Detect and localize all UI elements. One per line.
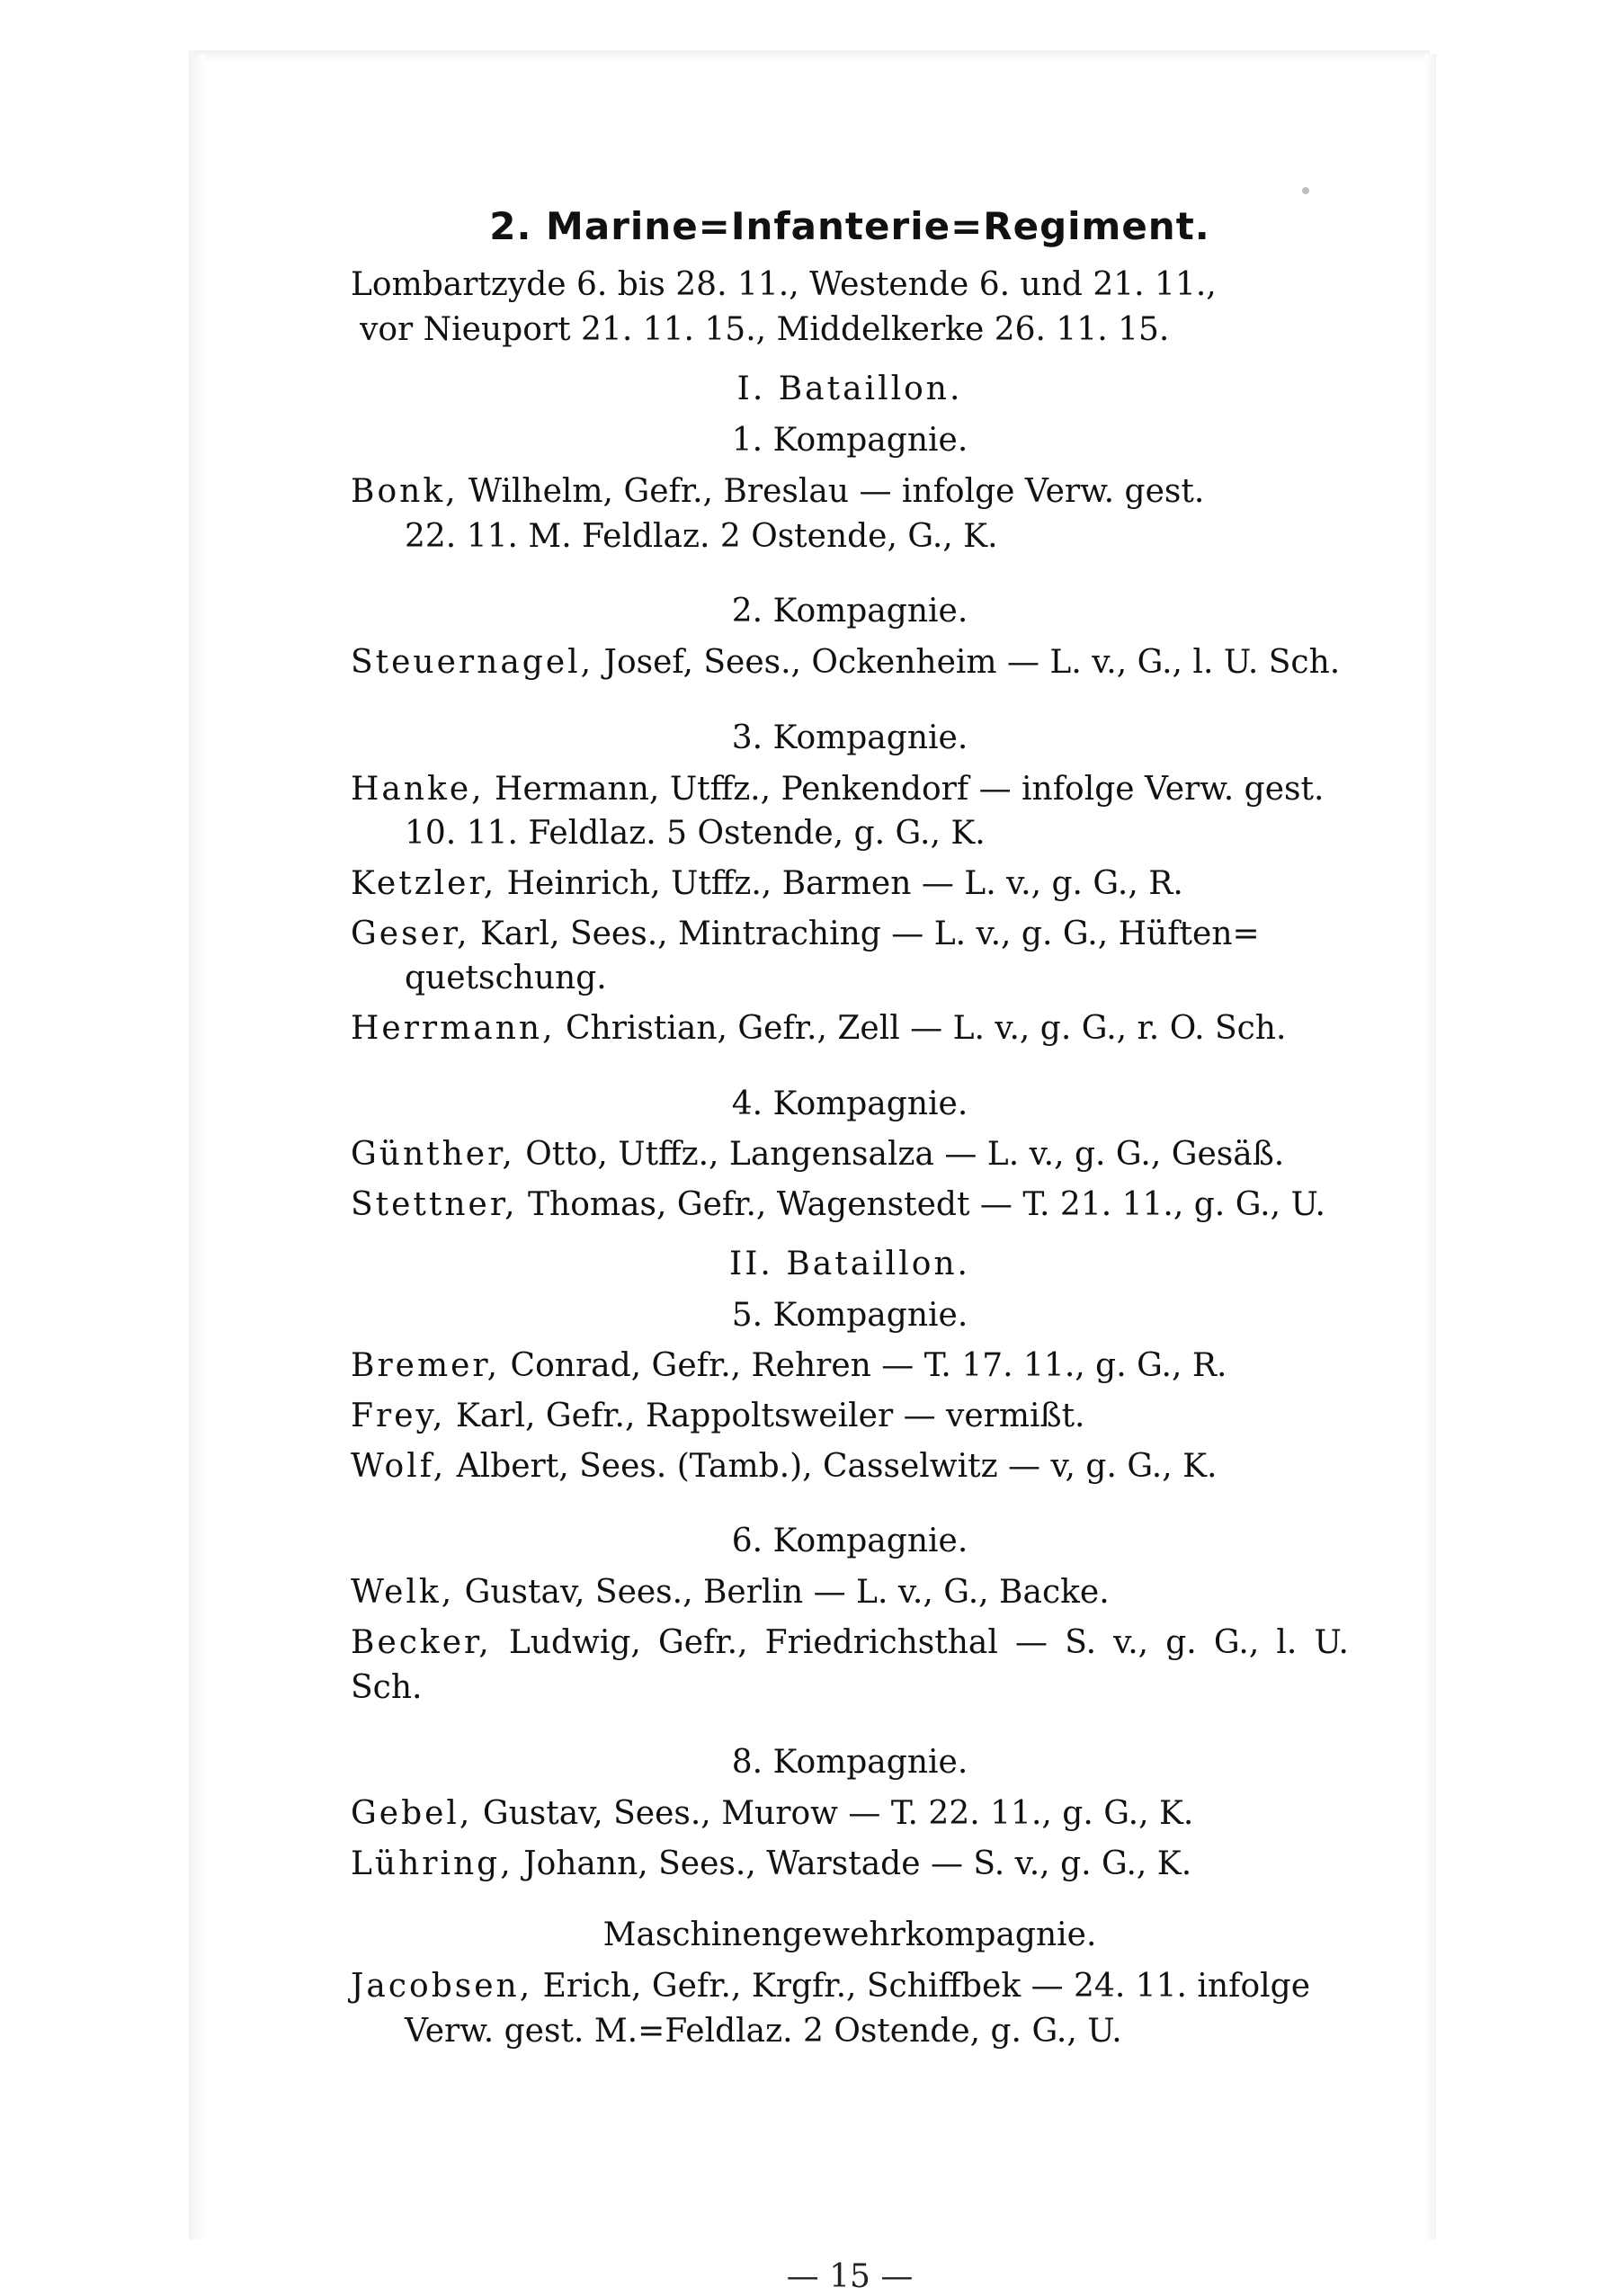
entry-surname: Jacobsen,	[351, 1968, 533, 2006]
scan-edge-top	[189, 50, 1430, 63]
entry-continuation: 22. 11. M. Feldlaz. 2 Ostende, G., K.	[405, 517, 998, 555]
entry-surname: Ketzler,	[351, 864, 497, 902]
casualty-entry	[351, 640, 1349, 685]
entry-surname: Welk,	[351, 1574, 455, 1612]
entry-surname: Bonk,	[351, 472, 459, 510]
entry-continuation: quetschung.	[405, 960, 607, 997]
entry-continuation: 10. 11. Feldlaz. 5 Ostende, g. G., K.	[405, 815, 986, 853]
company-heading: 2. Kompagnie.	[731, 593, 968, 630]
battalion-heading: I. Bataillon.	[736, 371, 963, 408]
casualty-entry	[351, 1444, 1349, 1489]
mg-company-heading: Maschinengewehrkompagnie.	[602, 1916, 1097, 1954]
page-title: 2. Marine=Infanterie=Regiment.	[489, 204, 1210, 248]
entry-details: Christian, Gefr., Zell — L. v., g. G., r. O. Sch.	[555, 1009, 1287, 1047]
entry-details: Erich, Gefr., Krgfr., Schiffbek — 24. 11. infolge	[532, 1968, 1310, 2006]
subtitle-line-2: vor Nieuport 21. 11. 15., Middelkerke 26. 11. 15.	[360, 310, 1170, 348]
company-heading: 8. Kompagnie.	[731, 1744, 968, 1782]
entry-details: Albert, Sees. (Tamb.), Casselwitz — v, g. G., K.	[446, 1447, 1218, 1485]
entry-surname: Stettner,	[351, 1186, 518, 1224]
entry-details: Thomas, Gefr., Wagenstedt — T. 21. 11., g. G., U.	[517, 1186, 1325, 1224]
battalion-heading: II. Bataillon.	[728, 1245, 971, 1282]
company-heading: 5. Kompagnie.	[731, 1296, 968, 1334]
entry-details: Ludwig, Gefr., Friedrichsthal — S. v., g. G., l. U. Sch.	[351, 1623, 1349, 1706]
casualty-entry	[351, 1132, 1349, 1177]
scan-edge-left	[189, 54, 205, 2239]
casualty-entry	[351, 1842, 1349, 1887]
entry-surname: Gebel,	[351, 1794, 473, 1832]
entry-surname: Wolf,	[351, 1447, 447, 1485]
company-heading: 1. Kompagnie.	[731, 422, 968, 460]
entry-details: Johann, Sees., Warstade — S. v., g. G., K.	[513, 1845, 1192, 1882]
entry-details: Conrad, Gefr., Rehren — T. 17. 11., g. G., R.	[500, 1347, 1227, 1385]
entry-details: Hermann, Utffz., Penkendorf — infolge Verw. gest.	[484, 770, 1325, 808]
casualty-list	[351, 369, 1349, 1886]
casualty-entry	[351, 1183, 1349, 1228]
company-heading: 3. Kompagnie.	[731, 719, 968, 756]
entry-surname: Lühring,	[351, 1845, 513, 1882]
page-number: — 15 —	[786, 2258, 914, 2295]
entry-details: Karl, Sees., Mintraching — L. v., g. G., Hüften=	[469, 915, 1260, 952]
company-heading: 4. Kompagnie.	[731, 1085, 968, 1122]
casualty-entry	[351, 912, 1349, 1001]
casualty-entry	[351, 1570, 1349, 1615]
company-heading: 6. Kompagnie.	[731, 1523, 968, 1560]
entry-details: Wilhelm, Gefr., Breslau — infolge Verw. gest.	[458, 472, 1205, 510]
entry-details: Heinrich, Utffz., Barmen — L. v., g. G., R.	[496, 864, 1183, 902]
entry-surname: Geser,	[351, 915, 470, 952]
ink-spot	[1302, 187, 1309, 194]
document-page	[351, 202, 1349, 2295]
mg-company-entries	[351, 1964, 1349, 2053]
entry-details: Otto, Utffz., Langensalza — L. v., g. G., Gesäß.	[514, 1136, 1285, 1174]
scan-edge-right	[1425, 54, 1436, 2239]
casualty-entry	[351, 1006, 1349, 1051]
casualty-entry	[351, 1344, 1349, 1389]
entry-surname: Frey,	[351, 1398, 446, 1435]
entry-details: Gustav, Sees., Murow — T. 22. 11., g. G., K.	[472, 1794, 1194, 1832]
entry-surname: Herrmann,	[351, 1009, 556, 1047]
casualty-entry	[351, 862, 1349, 907]
casualty-entry	[351, 1964, 1349, 2053]
casualty-entry	[351, 1621, 1349, 1710]
entry-details: Gustav, Sees., Berlin — L. v., G., Backe.	[454, 1574, 1110, 1612]
subtitle	[351, 263, 1349, 353]
casualty-entry	[351, 1394, 1349, 1439]
casualty-entry	[351, 469, 1349, 558]
entry-surname: Bremer,	[351, 1347, 501, 1385]
entry-surname: Becker,	[351, 1623, 492, 1661]
casualty-entry	[351, 1791, 1349, 1836]
entry-continuation: Verw. gest. M.=Feldlaz. 2 Ostende, g. G., U.	[405, 2012, 1122, 2050]
entry-surname: Günther,	[351, 1136, 515, 1174]
entry-details: Karl, Gefr., Rappoltsweiler — vermißt.	[445, 1398, 1085, 1435]
entry-details: Josef, Sees., Ockenheim — L. v., G., l. U. Sch.	[593, 644, 1341, 682]
casualty-entry	[351, 767, 1349, 856]
subtitle-line-1: Lombartzyde 6. bis 28. 11., Westende 6. und 21. 11.,	[351, 265, 1217, 303]
entry-surname: Hanke,	[351, 770, 485, 808]
entry-surname: Steuernagel,	[351, 644, 594, 682]
